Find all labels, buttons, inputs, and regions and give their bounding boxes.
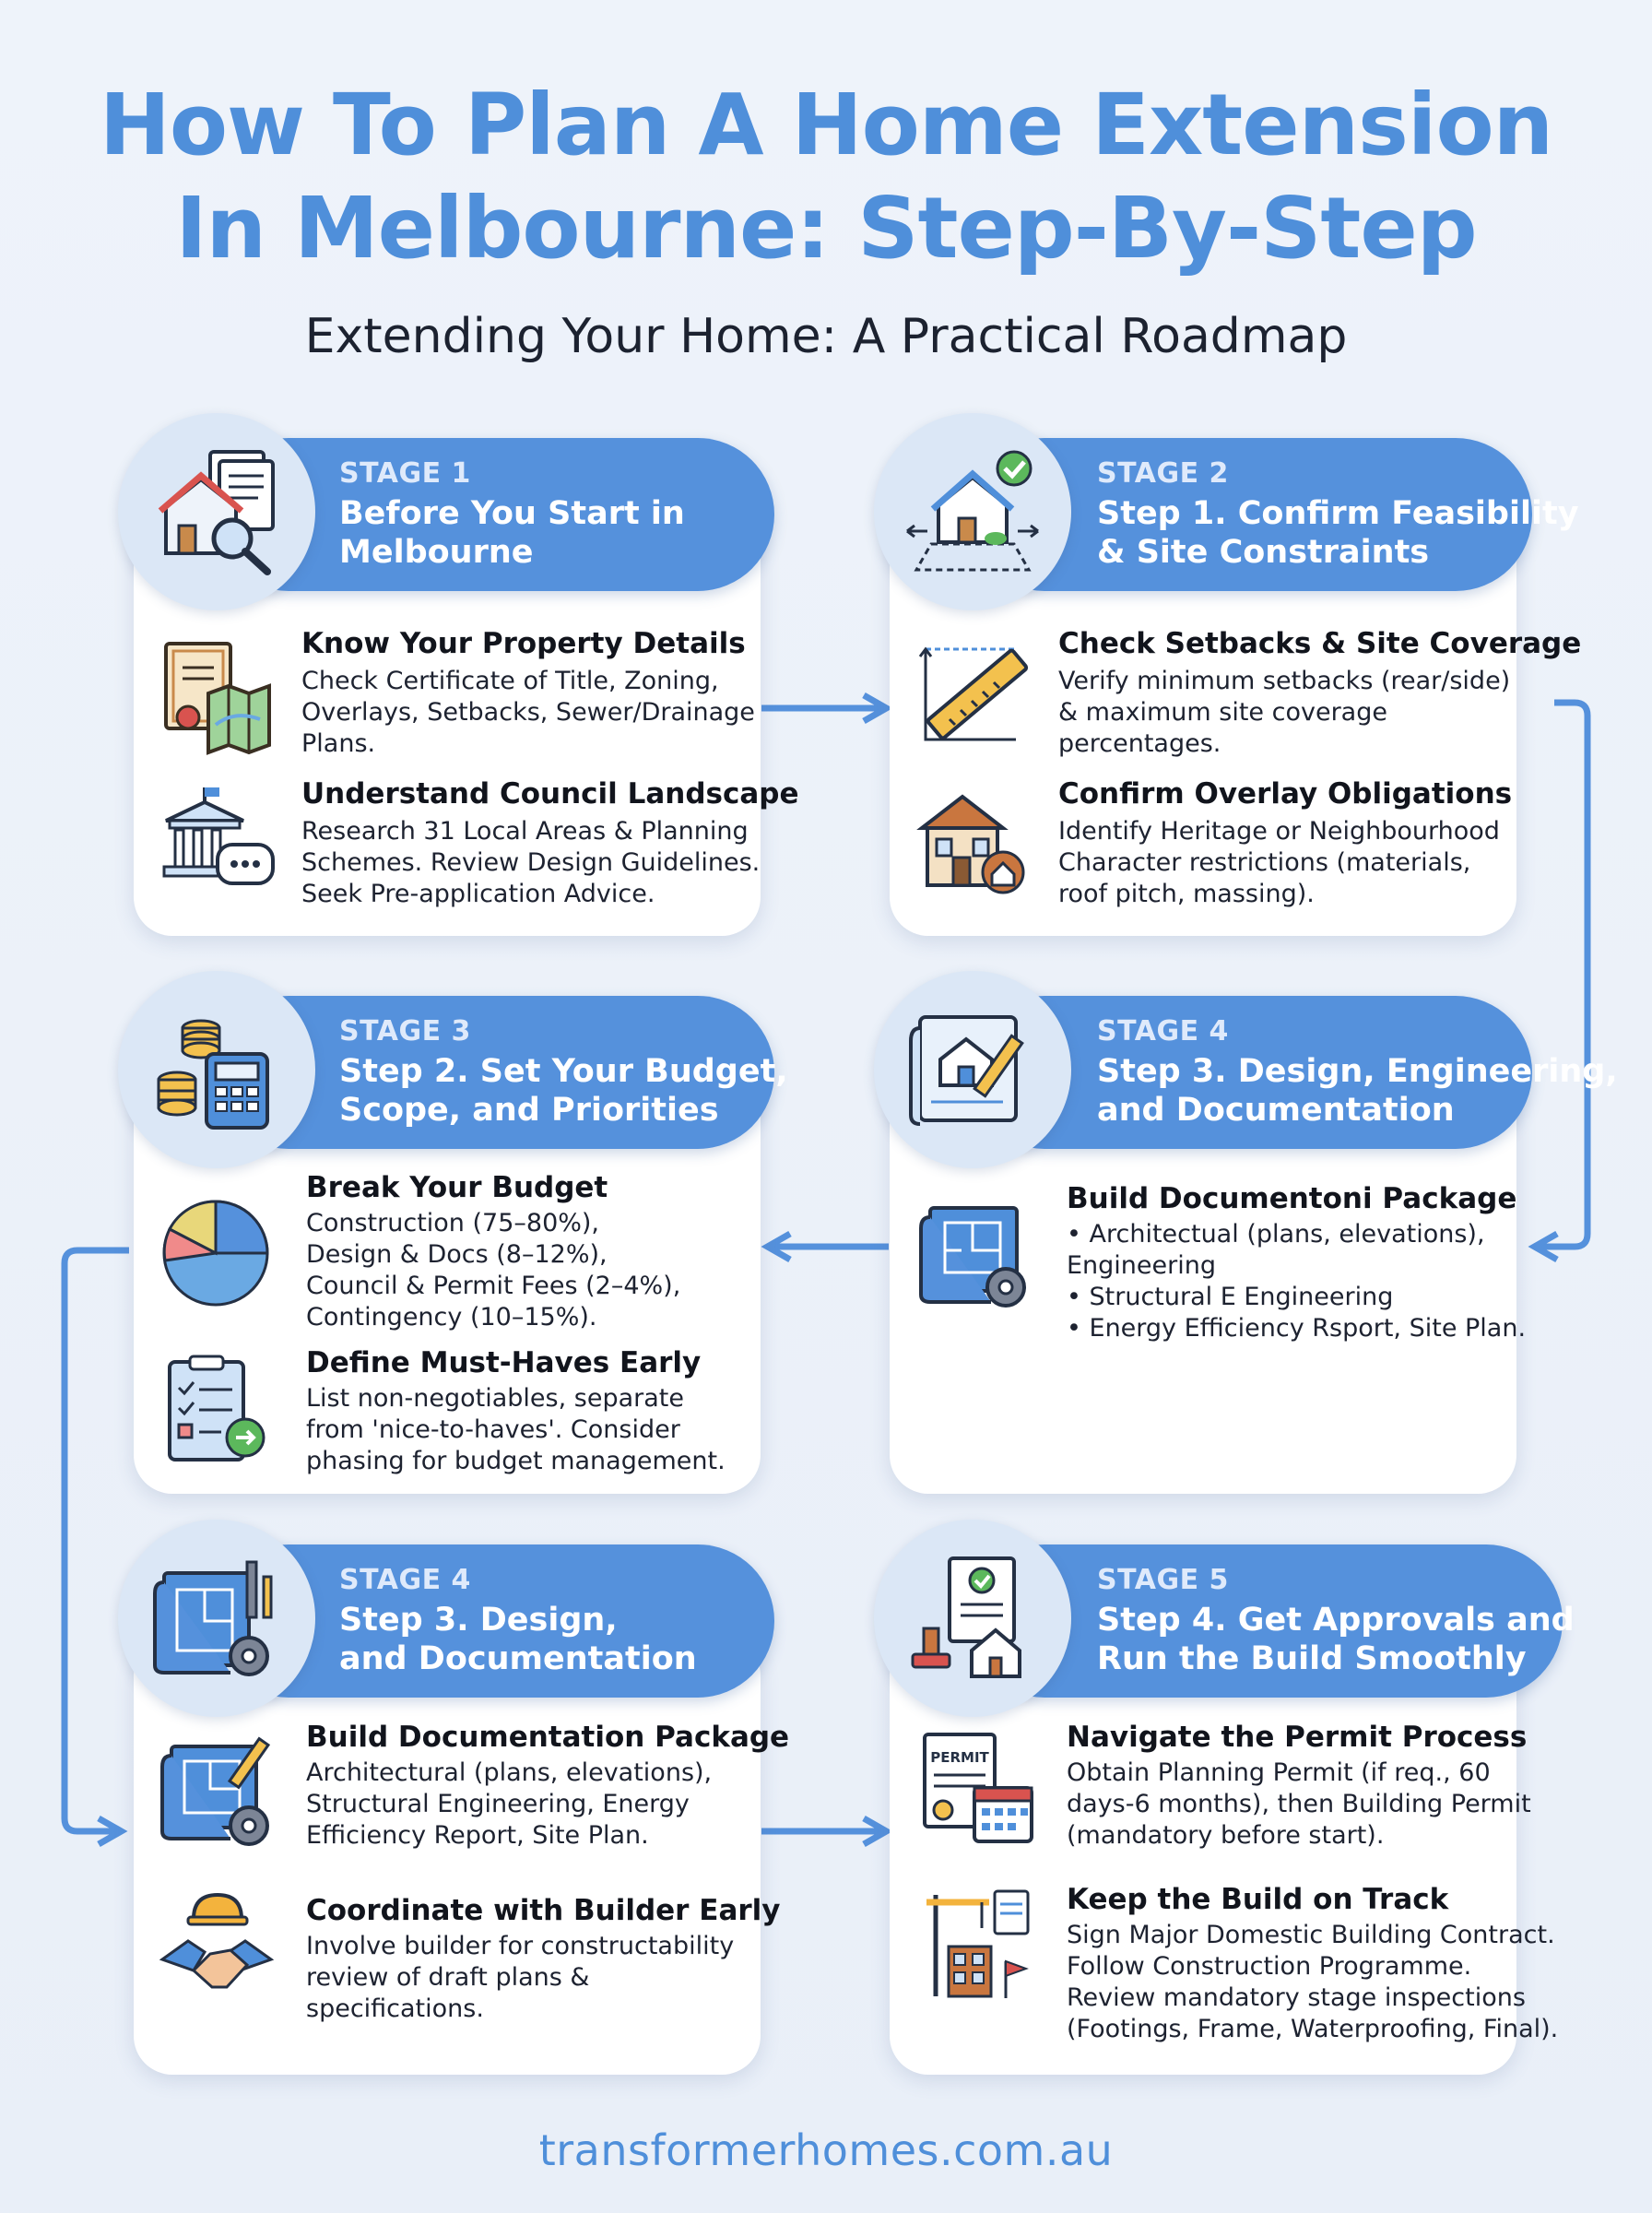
stage-1-item-2-text: Research 31 Local Areas & Planning Schemes. Review Design Guidelines. Seek Pre-application Advice. [301,817,761,908]
stage-4-label: STAGE 4 [1097,1015,1229,1047]
page-subtitle: Extending Your Home: A Practical Roadmap [304,309,1348,364]
stage-4-icon-circle [874,971,1071,1168]
house-site-plan-check-icon [903,443,1042,581]
stage-2-icon-circle [874,413,1071,610]
house-magnifier-documents-icon [148,443,286,581]
title-line-1: How To Plan A Home Extension [99,76,1553,174]
stage-5-icon-circle [874,1520,1071,1717]
permit-stamp-house-icon [903,1549,1042,1687]
blueprint-pencil-gear-icon [157,1734,277,1853]
arrow-stage2-to-stage4 [1538,703,1587,1247]
permit-doc-label: PERMIT [930,1749,989,1766]
stage-3-icon-circle [118,971,315,1168]
stage-4b-item-1-title: Build Documentation Package [306,1721,790,1754]
stage-2-title: Step 1. Confirm Feasibility & Site Constraints [1097,495,1579,571]
stage-4b-item-1-text: Architectural (plans, elevations), Structural Engineering, Energy Efficiency Report, Site Plan. [306,1758,713,1850]
stage-2-item-1-title: Check Setbacks & Site Coverage [1058,627,1582,660]
heritage-house-icon [913,784,1032,904]
certificate-map-icon [157,636,277,756]
stage-4b-label: STAGE 4 [339,1564,471,1596]
stage-3-item-2-title: Define Must-Haves Early [306,1346,702,1379]
stage-4b-item-2-title: Coordinate with Builder Early [306,1894,781,1927]
title-line-2: In Melbourne: Step-By-Step [175,179,1477,278]
stage-5-item-2-text: Sign Major Domestic Building Contract. Follow Construction Programme. Review mandatory stage inspections (Footings, Frame, Waterproofing, Final). [1067,1921,1559,2043]
builder-handshake-icon [157,1886,277,2006]
checklist-clipboard-icon [157,1351,277,1471]
ruler-setbacks-icon [913,636,1032,756]
stage-5-title: Step 4. Get Approvals and Run the Build Smoothly [1097,1602,1575,1677]
stage-1-label: STAGE 1 [339,457,471,490]
stage-3-label: STAGE 3 [339,1015,471,1047]
coins-calculator-icon [148,1000,286,1139]
stage-1-item-1-text: Check Certificate of Title, Zoning, Overlays, Setbacks, Sewer/Drainage Plans. [301,667,755,758]
arrow-stage3-to-stage4b [65,1250,129,1831]
stage-3-item-1-text: Construction (75–80%), Design & Docs (8–12%), Council & Permit Fees (2–4%), Contingency (10–15%). [306,1209,681,1331]
stage-4b-icon-circle [118,1520,315,1717]
stage-4b-title: Step 3. Design, and Documentation [339,1602,697,1677]
stage-3-item-1-title: Break Your Budget [306,1171,608,1204]
stage-1-item-1-title: Know Your Property Details [301,627,746,660]
stage-5-label: STAGE 5 [1097,1564,1229,1596]
stage-2-item-2-title: Confirm Overlay Obligations [1058,777,1513,811]
stage-1-item-2-title: Understand Council Landscape [301,777,799,811]
stage-4b-item-2-text: Involve builder for constructability review of draft plans & specifications. [306,1932,735,2023]
footer-website: transformerhomes.com.au [538,2125,1114,2175]
stage-1-icon-circle [118,413,315,610]
construction-crane-icon [917,1886,1037,2006]
stage-3-title: Step 2. Set Your Budget, Scope, and Priorities [339,1053,788,1129]
stage-4-item-1-text: • Architectual (plans, elevations), Engineering • Structural E Engineering • Energy Efficiency Rsport, Site Plan. [1067,1220,1527,1343]
stage-4-title: Step 3. Design, Engineering, and Documentation [1097,1053,1618,1129]
stage-5-item-1-title: Navigate the Permit Process [1067,1721,1528,1754]
stage-2-label: STAGE 2 [1097,457,1229,490]
stage-1-title: Before You Start in Melbourne [339,495,685,571]
stage-5-item-2-title: Keep the Build on Track [1067,1883,1449,1916]
stage-2-item-2-text: Identify Heritage or Neighbourhood Character restrictions (materials, roof pitch, massing). [1058,817,1500,908]
permit-calendar-icon [917,1729,1037,1849]
stage-3-item-2-text: List non-negotiables, separate from 'nice-to-haves'. Consider phasing for budget management. [306,1384,726,1475]
budget-pie-chart-icon [157,1194,277,1314]
council-building-chat-icon [157,784,277,904]
stage-4-item-1-title: Build Documentoni Package [1067,1182,1517,1215]
blueprint-tools-gear-icon [148,1549,286,1687]
blueprint-gear-icon [917,1199,1037,1319]
stage-2-item-1-text: Verify minimum setbacks (rear/side) & maximum site coverage percentages. [1058,667,1511,758]
stage-5-item-1-text: Obtain Planning Permit (if req., 60 days-6 months), then Building Permit (mandatory before start). [1067,1758,1531,1850]
blueprint-pencil-icon [903,1000,1042,1139]
